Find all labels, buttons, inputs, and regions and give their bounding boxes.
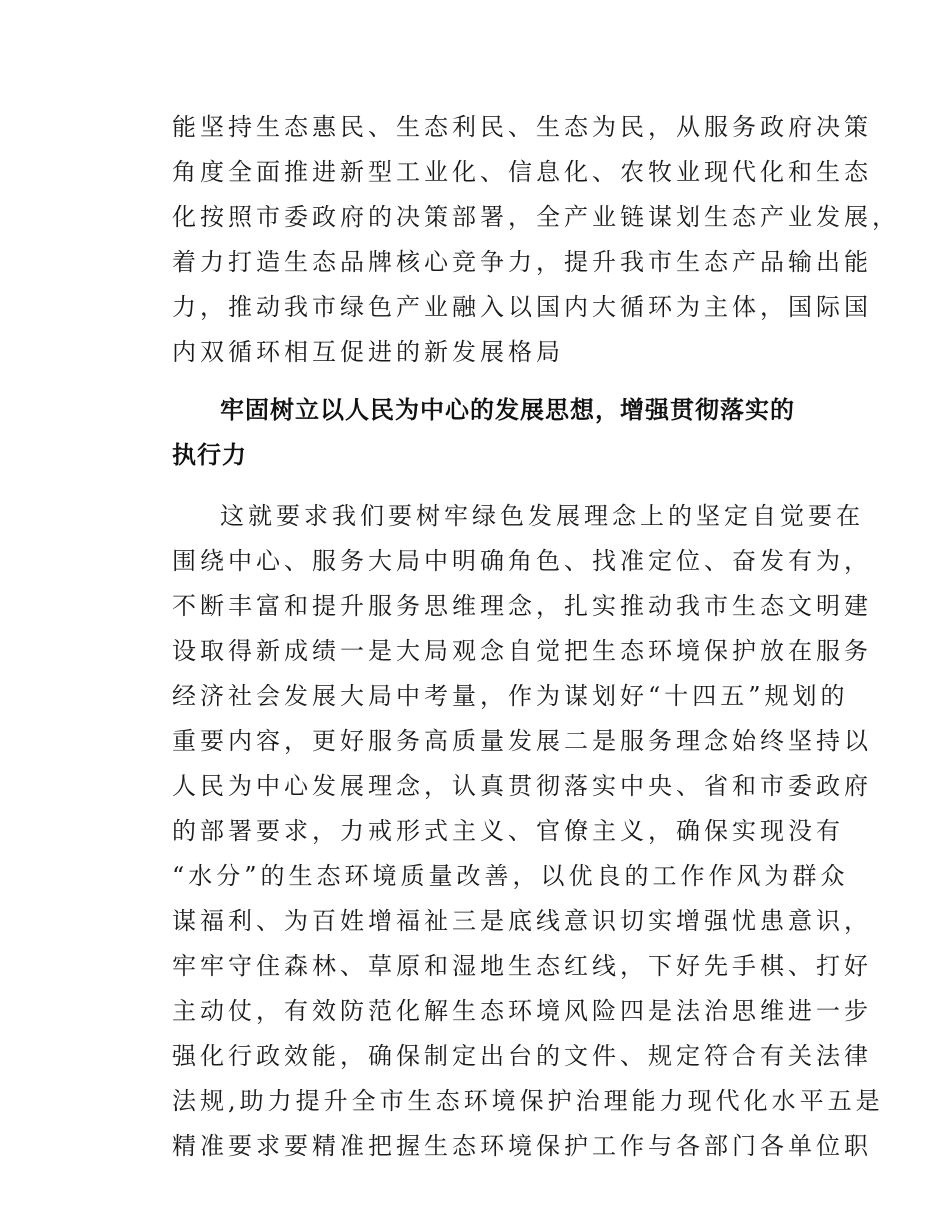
paragraph-2-line-12: 主动仗，有效防范化解生态环境风险四是法治思维进一步: [172, 997, 872, 1025]
paragraph-2-line-5: 经济社会发展大局中考量，作为谋划好“十四五”规划的: [172, 682, 849, 710]
paragraph-1-line-4: 着力打造生态品牌核心竞争力，提升我市生态产品输出能: [172, 248, 872, 276]
paragraph-2-line-11: 牢牢守住森林、草原和湿地生态红线，下好先手棋、打好: [172, 952, 872, 980]
paragraph-2-line-1: 这就要求我们要树牢绿色发展理念上的坚定自觉要在: [220, 502, 864, 530]
paragraph-2-line-13: 强化行政效能，确保制定出台的文件、规定符合有关法律: [172, 1042, 872, 1070]
paragraph-2-line-10: 谋福利、为百姓增福祉三是底线意识切实增强忧患意识，: [172, 907, 872, 935]
paragraph-2-line-15: 精准要求要精准把握生态环境保护工作与各部门各单位职: [172, 1132, 872, 1160]
paragraph-2-line-3: 不断丰富和提升服务思维理念，扎实推动我市生态文明建: [172, 592, 872, 620]
paragraph-2-line-7: 人民为中心发展理念，认真贯彻落实中央、省和市委政府: [172, 772, 872, 800]
section-heading-line-1: 牢固树立以人民为中心的发展思想，增强贯彻落实的: [220, 396, 795, 424]
paragraph-2-line-9: “水分”的生态环境质量改善，以优良的工作作风为群众: [172, 862, 849, 890]
paragraph-1-line-5: 力，推动我市绿色产业融入以国内大循环为主体，国际国: [172, 293, 872, 321]
paragraph-1-line-1: 能坚持生态惠民、生态利民、生态为民，从服务政府决策: [172, 113, 872, 141]
paragraph-1-line-3: 化按照市委政府的决策部署，全产业链谋划生态产业发展，: [172, 203, 900, 231]
paragraph-1-line-6: 内双循环相互促进的新发展格局: [172, 338, 564, 366]
paragraph-2-line-2: 围绕中心、服务大局中明确角色、找准定位、奋发有为，: [172, 547, 872, 575]
paragraph-2-line-6: 重要内容，更好服务高质量发展二是服务理念始终坚持以: [172, 727, 872, 755]
paragraph-1-line-2: 角度全面推进新型工业化、信息化、农牧业现代化和生态: [172, 158, 872, 186]
paragraph-2-line-14: 法规,助力提升全市生态环境保护治理能力现代化水平五是: [172, 1087, 884, 1115]
paragraph-2-line-4: 设取得新成绩一是大局观念自觉把生态环境保护放在服务: [172, 637, 872, 665]
paragraph-2-line-8: 的部署要求，力戒形式主义、官僚主义，确保实现没有: [172, 817, 844, 845]
section-heading-line-2: 执行力: [172, 441, 247, 469]
